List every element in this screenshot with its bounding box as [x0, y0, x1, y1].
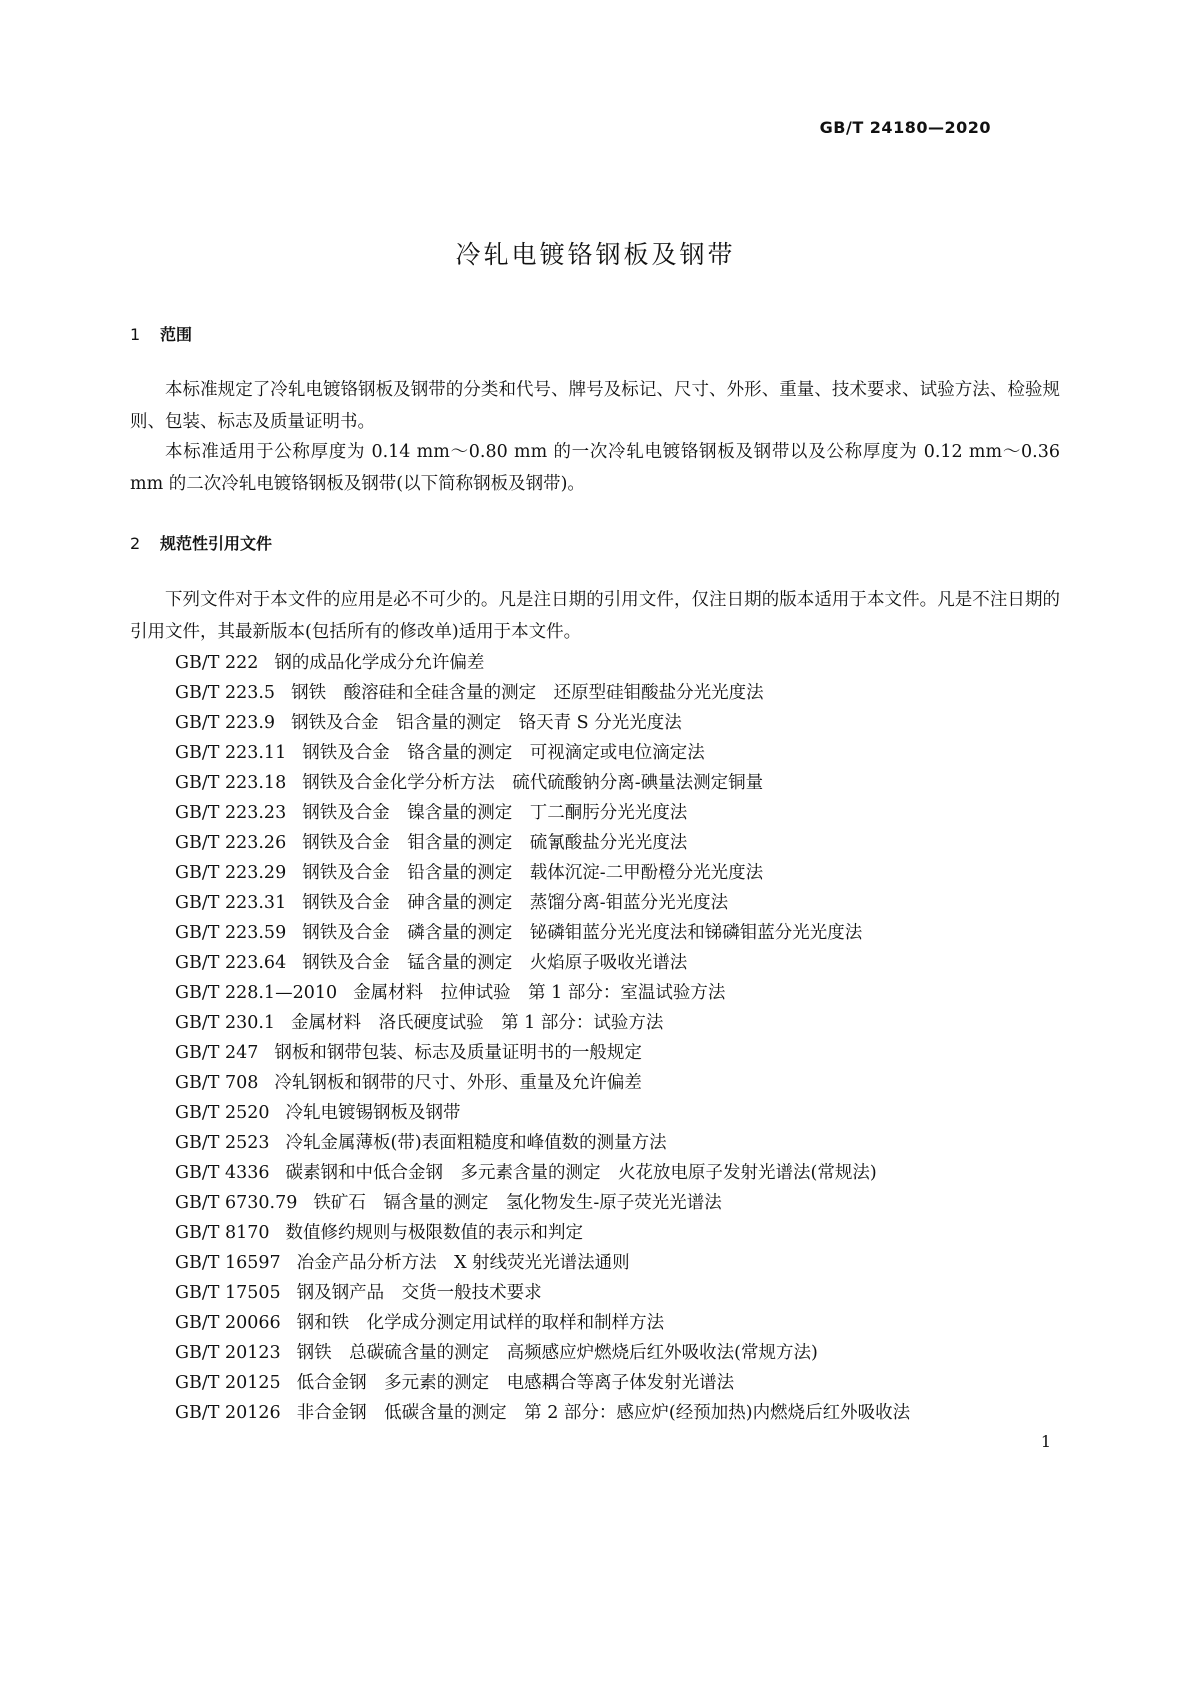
reference-code: GB/T 2520 — [175, 1103, 270, 1123]
reference-item — [175, 1008, 910, 1038]
reference-item — [175, 918, 910, 948]
section-title: 规范性引用文件 — [160, 534, 273, 553]
reference-code: GB/T 230.1 — [175, 1013, 276, 1033]
reference-code: GB/T 223.26 — [175, 833, 287, 853]
section-heading-normative-references — [130, 531, 272, 554]
reference-item — [175, 1218, 910, 1248]
reference-title: 金属材料 洛氏硬度试验 第 1 部分：试验方法 — [291, 1013, 664, 1033]
reference-title: 冷轧金属薄板(带)表面粗糙度和峰值数的测量方法 — [285, 1133, 667, 1153]
reference-code: GB/T 223.29 — [175, 863, 287, 883]
reference-item — [175, 798, 910, 828]
reference-title: 钢的成品化学成分允许偏差 — [274, 653, 485, 673]
reference-item — [175, 678, 910, 708]
reference-item — [175, 828, 910, 858]
section-number: 2 — [130, 534, 141, 553]
reference-title: 铁矿石 镉含量的测定 氢化物发生-原子荧光光谱法 — [313, 1193, 722, 1213]
reference-item — [175, 1368, 910, 1398]
reference-code: GB/T 4336 — [175, 1163, 270, 1183]
reference-item — [175, 948, 910, 978]
reference-item — [175, 768, 910, 798]
reference-item — [175, 978, 910, 1008]
reference-title: 钢铁及合金 铅含量的测定 载体沉淀-二甲酚橙分光光度法 — [302, 863, 764, 883]
reference-code: GB/T 223.23 — [175, 803, 287, 823]
reference-code: GB/T 223.11 — [175, 743, 287, 763]
reference-item — [175, 648, 910, 678]
reference-code: GB/T 228.1—2010 — [175, 983, 338, 1003]
reference-item — [175, 1188, 910, 1218]
reference-item — [175, 1098, 910, 1128]
reference-code: GB/T 223.9 — [175, 713, 276, 733]
reference-title: 碳素钢和中低合金钢 多元素含量的测定 火花放电原子发射光谱法(常规法) — [285, 1163, 877, 1183]
reference-title: 钢铁及合金 铝含量的测定 铬天青 S 分光光度法 — [291, 713, 682, 733]
reference-code: GB/T 223.18 — [175, 773, 287, 793]
reference-item — [175, 738, 910, 768]
reference-item — [175, 1308, 910, 1338]
reference-title: 钢铁 酸溶硅和全硅含量的测定 还原型硅钼酸盐分光光度法 — [291, 683, 764, 703]
reference-code: GB/T 223.64 — [175, 953, 287, 973]
reference-title: 钢铁及合金 铬含量的测定 可视滴定或电位滴定法 — [302, 743, 705, 763]
reference-title: 钢铁及合金化学分析方法 硫代硫酸钠分离-碘量法测定铜量 — [302, 773, 764, 793]
reference-title: 冷轧电镀锡钢板及钢带 — [285, 1103, 461, 1123]
reference-code: GB/T 6730.79 — [175, 1193, 298, 1213]
reference-item — [175, 1068, 910, 1098]
reference-item — [175, 1128, 910, 1158]
reference-item — [175, 1338, 910, 1368]
reference-code: GB/T 20125 — [175, 1373, 281, 1393]
reference-title: 钢及钢产品 交货一般技术要求 — [296, 1283, 542, 1303]
reference-code: GB/T 16597 — [175, 1253, 281, 1273]
reference-code: GB/T 222 — [175, 653, 259, 673]
reference-title: 钢铁 总碳硫含量的测定 高频感应炉燃烧后红外吸收法(常规方法) — [296, 1343, 818, 1363]
reference-title: 钢铁及合金 钼含量的测定 硫氰酸盐分光光度法 — [302, 833, 688, 853]
section-number: 1 — [130, 325, 141, 344]
reference-item — [175, 1158, 910, 1188]
reference-title: 金属材料 拉伸试验 第 1 部分：室温试验方法 — [353, 983, 726, 1003]
reference-title: 钢板和钢带包装、标志及质量证明书的一般规定 — [274, 1043, 642, 1063]
reference-item — [175, 888, 910, 918]
reference-title: 钢铁及合金 磷含量的测定 铋磷钼蓝分光光度法和锑磷钼蓝分光光度法 — [302, 923, 863, 943]
reference-title: 钢铁及合金 锰含量的测定 火焰原子吸收光谱法 — [302, 953, 688, 973]
reference-title: 数值修约规则与极限数值的表示和判定 — [285, 1223, 584, 1243]
standard-code: GB/T 24180—2020 — [819, 118, 991, 137]
reference-title: 钢铁及合金 砷含量的测定 蒸馏分离-钼蓝分光光度法 — [302, 893, 729, 913]
reference-title: 钢铁及合金 镍含量的测定 丁二酮肟分光光度法 — [302, 803, 688, 823]
reference-code: GB/T 247 — [175, 1043, 259, 1063]
reference-code: GB/T 20126 — [175, 1403, 281, 1423]
scope-paragraph-1: 本标准规定了冷轧电镀铬钢板及钢带的分类和代号、牌号及标记、尺寸、外形、重量、技术要求、试验方法、检验规则、包装、标志及质量证明书。 — [130, 380, 1060, 432]
reference-code: GB/T 708 — [175, 1073, 259, 1093]
scope-paragraph-2: 本标准适用于公称厚度为 0.14 mm～0.80 mm 的一次冷轧电镀铬钢板及钢带以及公称厚度为 0.12 mm～0.36 mm 的二次冷轧电镀铬钢板及钢带(以下简称钢板及钢带)。 — [130, 442, 1060, 494]
reference-item — [175, 1278, 910, 1308]
reference-item — [175, 1398, 910, 1428]
section-title: 范围 — [160, 325, 193, 344]
reference-title: 钢和铁 化学成分测定用试样的取样和制样方法 — [296, 1313, 665, 1333]
reference-code: GB/T 20123 — [175, 1343, 281, 1363]
reference-title: 冶金产品分析方法 X 射线荧光光谱法通则 — [296, 1253, 630, 1273]
section-heading-scope — [130, 322, 192, 345]
references-intro-paragraph: 下列文件对于本文件的应用是必不可少的。凡是注日期的引用文件，仅注日期的版本适用于本文件。凡是不注日期的引用文件，其最新版本(包括所有的修改单)适用于本文件。 — [130, 590, 1060, 642]
reference-code: GB/T 223.31 — [175, 893, 287, 913]
reference-list — [175, 648, 910, 1428]
reference-item — [175, 858, 910, 888]
reference-code: GB/T 17505 — [175, 1283, 281, 1303]
reference-code: GB/T 223.5 — [175, 683, 276, 703]
reference-code: GB/T 2523 — [175, 1133, 270, 1153]
reference-item — [175, 1038, 910, 1068]
reference-item — [175, 708, 910, 738]
reference-code: GB/T 8170 — [175, 1223, 270, 1243]
reference-code: GB/T 20066 — [175, 1313, 281, 1333]
page-number: 1 — [1040, 1432, 1051, 1451]
reference-item — [175, 1248, 910, 1278]
document-title: 冷轧电镀铬钢板及钢带 — [455, 239, 736, 269]
reference-title: 低合金钢 多元素的测定 电感耦合等离子体发射光谱法 — [296, 1373, 735, 1393]
reference-title: 冷轧钢板和钢带的尺寸、外形、重量及允许偏差 — [274, 1073, 642, 1093]
reference-code: GB/T 223.59 — [175, 923, 287, 943]
reference-title: 非合金钢 低碳含量的测定 第 2 部分：感应炉(经预加热)内燃烧后红外吸收法 — [296, 1403, 911, 1423]
